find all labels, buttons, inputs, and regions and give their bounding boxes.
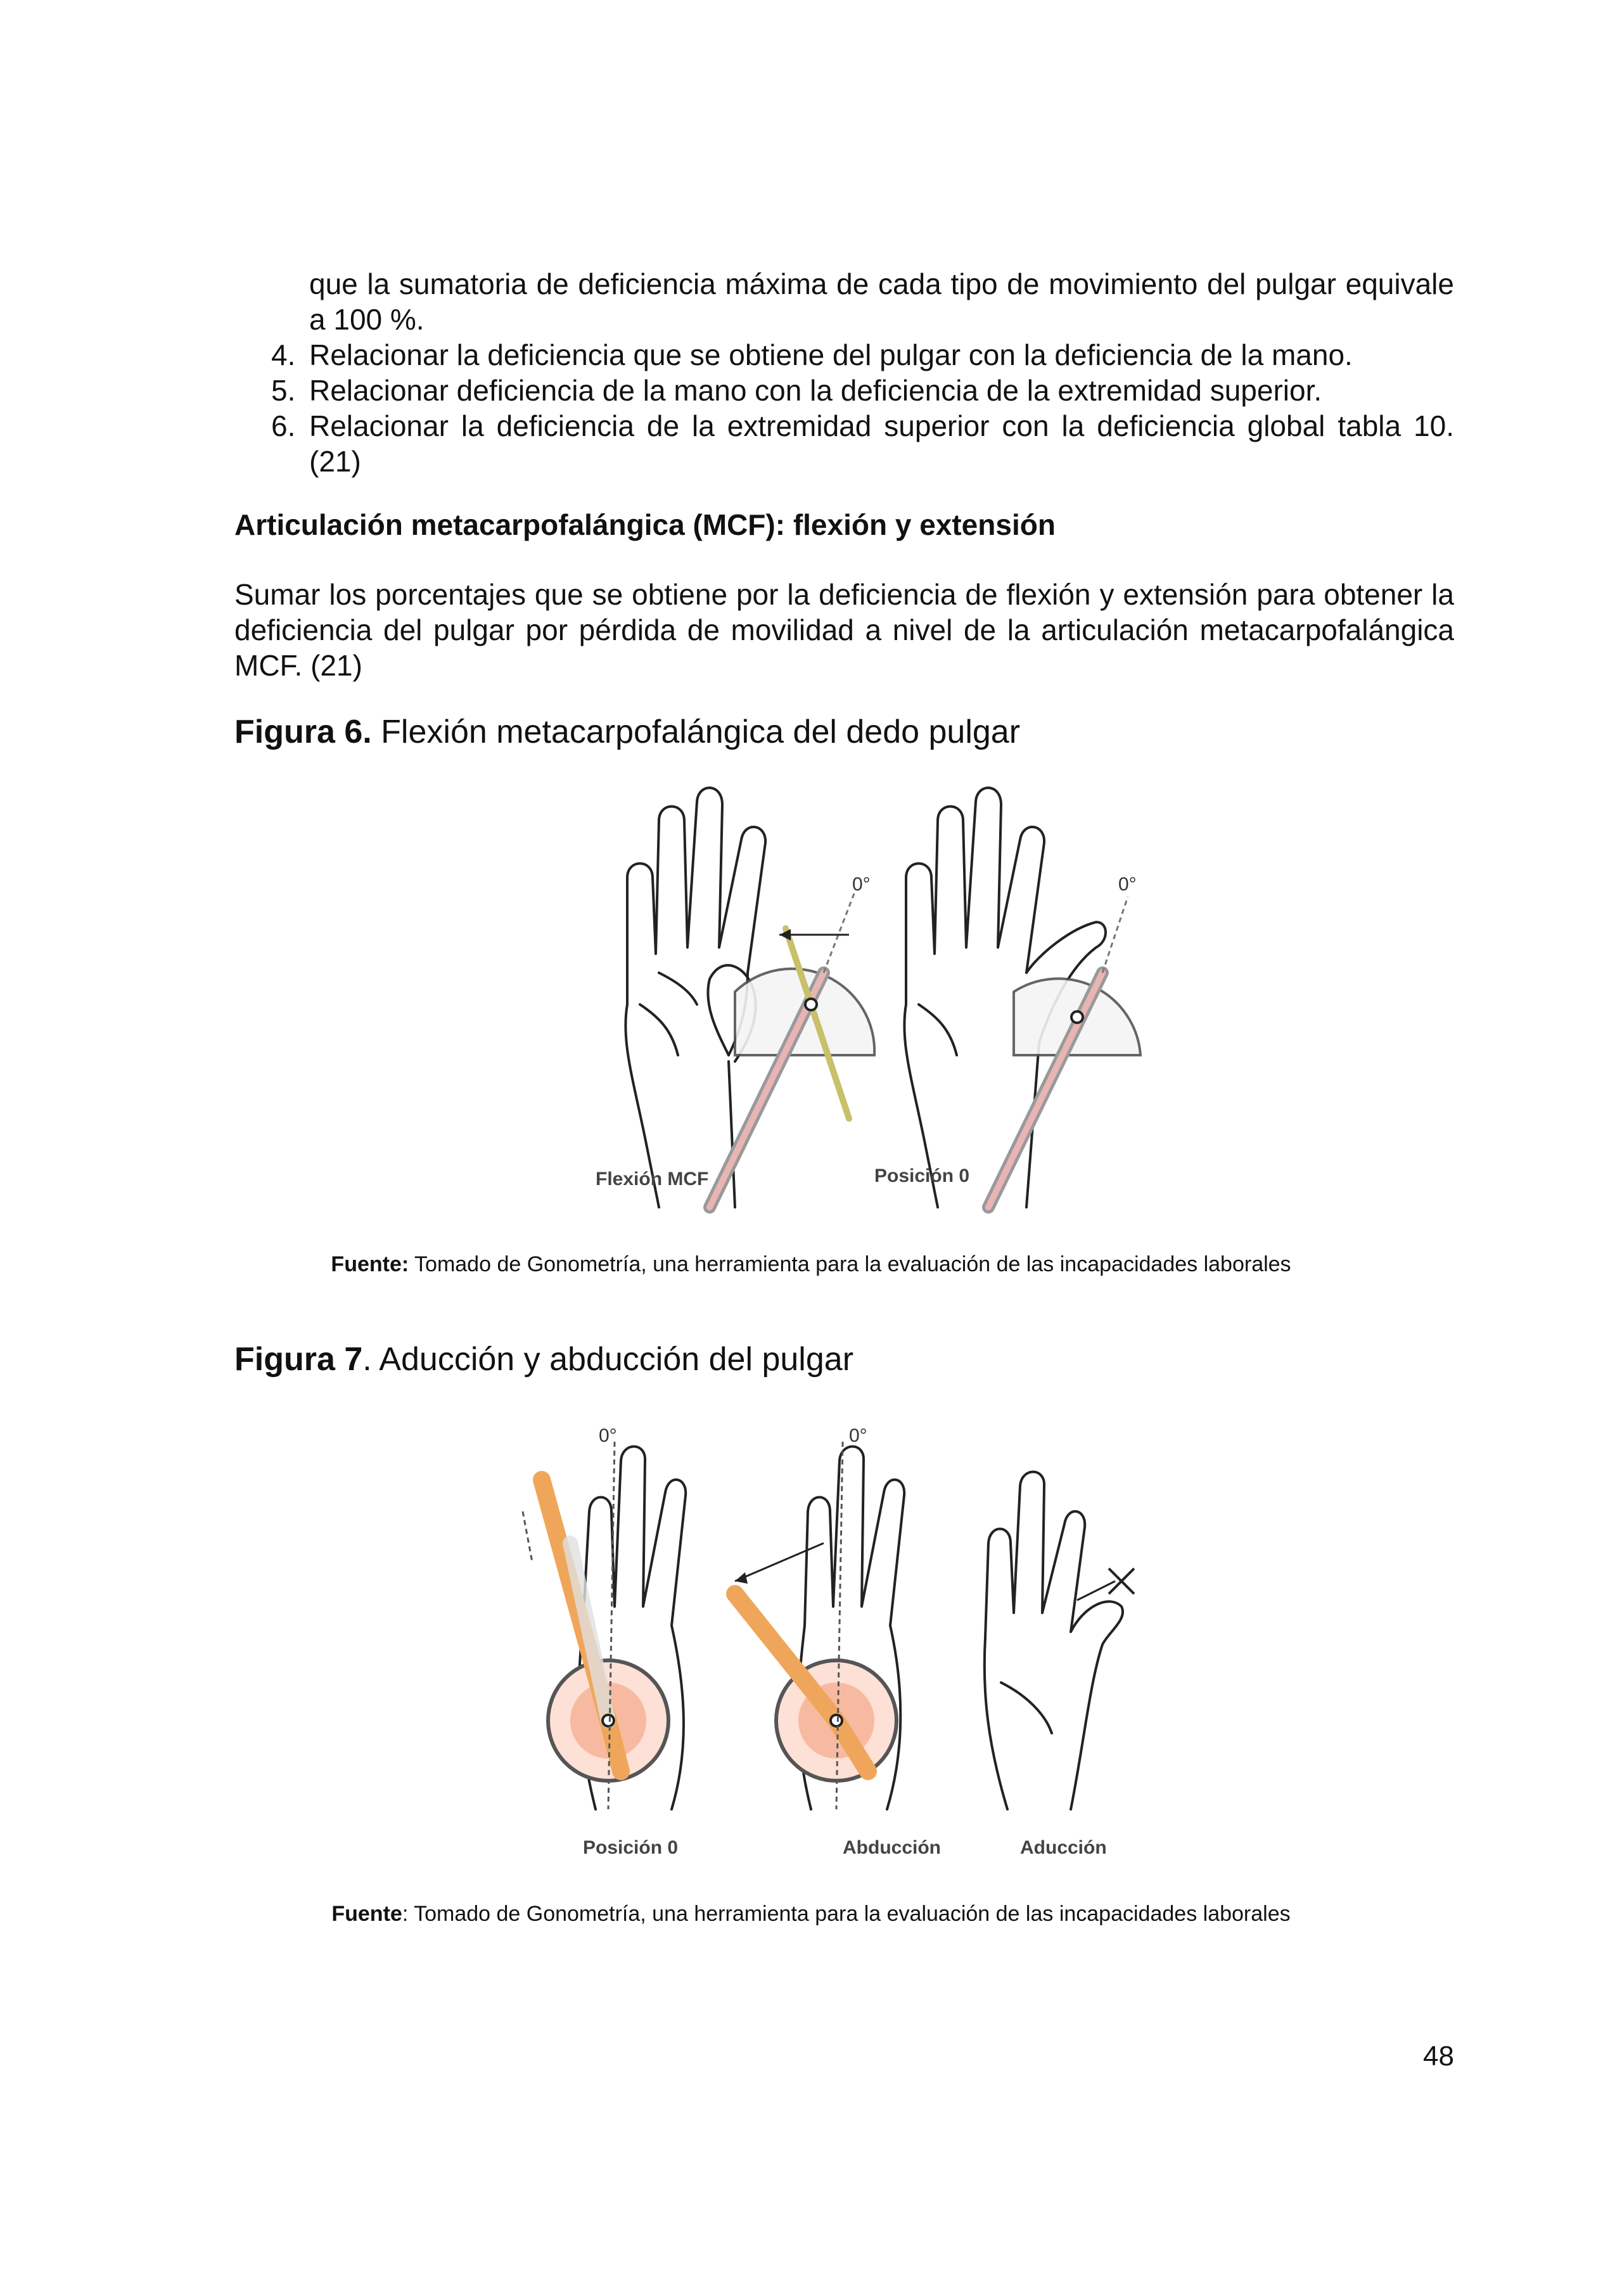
figure-6-label: Figura 6. bbox=[234, 714, 372, 750]
figure-6-zero-right: 0° bbox=[1118, 874, 1137, 895]
figure-6-source-text: Tomado de Gonometría, una herramienta para la evaluación de las incapacidades laborales bbox=[409, 1252, 1291, 1276]
list-item bbox=[234, 373, 1454, 408]
figure-6-source bbox=[0, 1252, 1622, 1277]
figure-7-source-text: : Tomado de Gonometría, una herramienta para la evaluación de las incapacidades laborales bbox=[402, 1902, 1291, 1926]
page-number: 48 bbox=[1423, 2041, 1454, 2072]
list-text: Relacionar la deficiencia que se obtiene del pulgar con la deficiencia de la mano. bbox=[309, 338, 1353, 371]
figure-7-source bbox=[0, 1901, 1622, 1927]
figure-7-illustration bbox=[482, 1416, 1166, 1873]
figure-6-source-label: Fuente: bbox=[331, 1252, 409, 1276]
section-paragraph: Sumar los porcentajes que se obtiene por la deficiencia de flexión y extensión para obtener la deficiencia del pulgar por pérdida de movilidad a nivel de la articulación metacarpofalángica MCF. (21) bbox=[234, 578, 1454, 682]
list-number: 5. bbox=[271, 374, 296, 407]
list-item-continuation: que la sumatoria de deficiencia máxima de cada tipo de movimiento del pulgar equivale a 100 %. bbox=[309, 267, 1454, 336]
figure-6-label-right: Posición 0 bbox=[874, 1165, 970, 1186]
figure-6-caption: Flexión metacarpofalángica del dedo pulgar bbox=[371, 714, 1021, 750]
list-text: Relacionar la deficiencia de la extremidad superior con la deficiencia global tabla 10. (21) bbox=[309, 409, 1454, 478]
list-item bbox=[234, 408, 1454, 479]
list-number: 6. bbox=[271, 409, 296, 442]
figure-7-zero-left: 0° bbox=[599, 1425, 617, 1446]
figure-7-caption: . Aducción y abducción del pulgar bbox=[362, 1341, 854, 1378]
figure-7-label-left: Posición 0 bbox=[583, 1837, 679, 1858]
list-number: 4. bbox=[271, 338, 296, 371]
figure-7-label-right: Aducción bbox=[1020, 1837, 1107, 1858]
figure-7-label: Figura 7 bbox=[234, 1341, 363, 1378]
list-text: Relacionar deficiencia de la mano con la deficiencia de la extremidad superior. bbox=[309, 374, 1322, 407]
figure-6-title bbox=[234, 713, 1020, 751]
figure-7-zero-middle: 0° bbox=[849, 1425, 867, 1446]
figure-6-label-left: Flexión MCF bbox=[596, 1169, 709, 1190]
list-item bbox=[234, 337, 1454, 373]
figure-7-title bbox=[234, 1340, 853, 1378]
section-heading: Articulación metacarpofalángica (MCF): flexión y extensión bbox=[234, 508, 1056, 541]
figure-6-zero-left: 0° bbox=[852, 874, 871, 895]
numbered-list bbox=[234, 266, 1454, 479]
figure-7-label-middle: Abducción bbox=[843, 1837, 941, 1858]
figure-7-source-label: Fuente bbox=[331, 1902, 402, 1926]
figure-6-illustration bbox=[469, 764, 1166, 1220]
